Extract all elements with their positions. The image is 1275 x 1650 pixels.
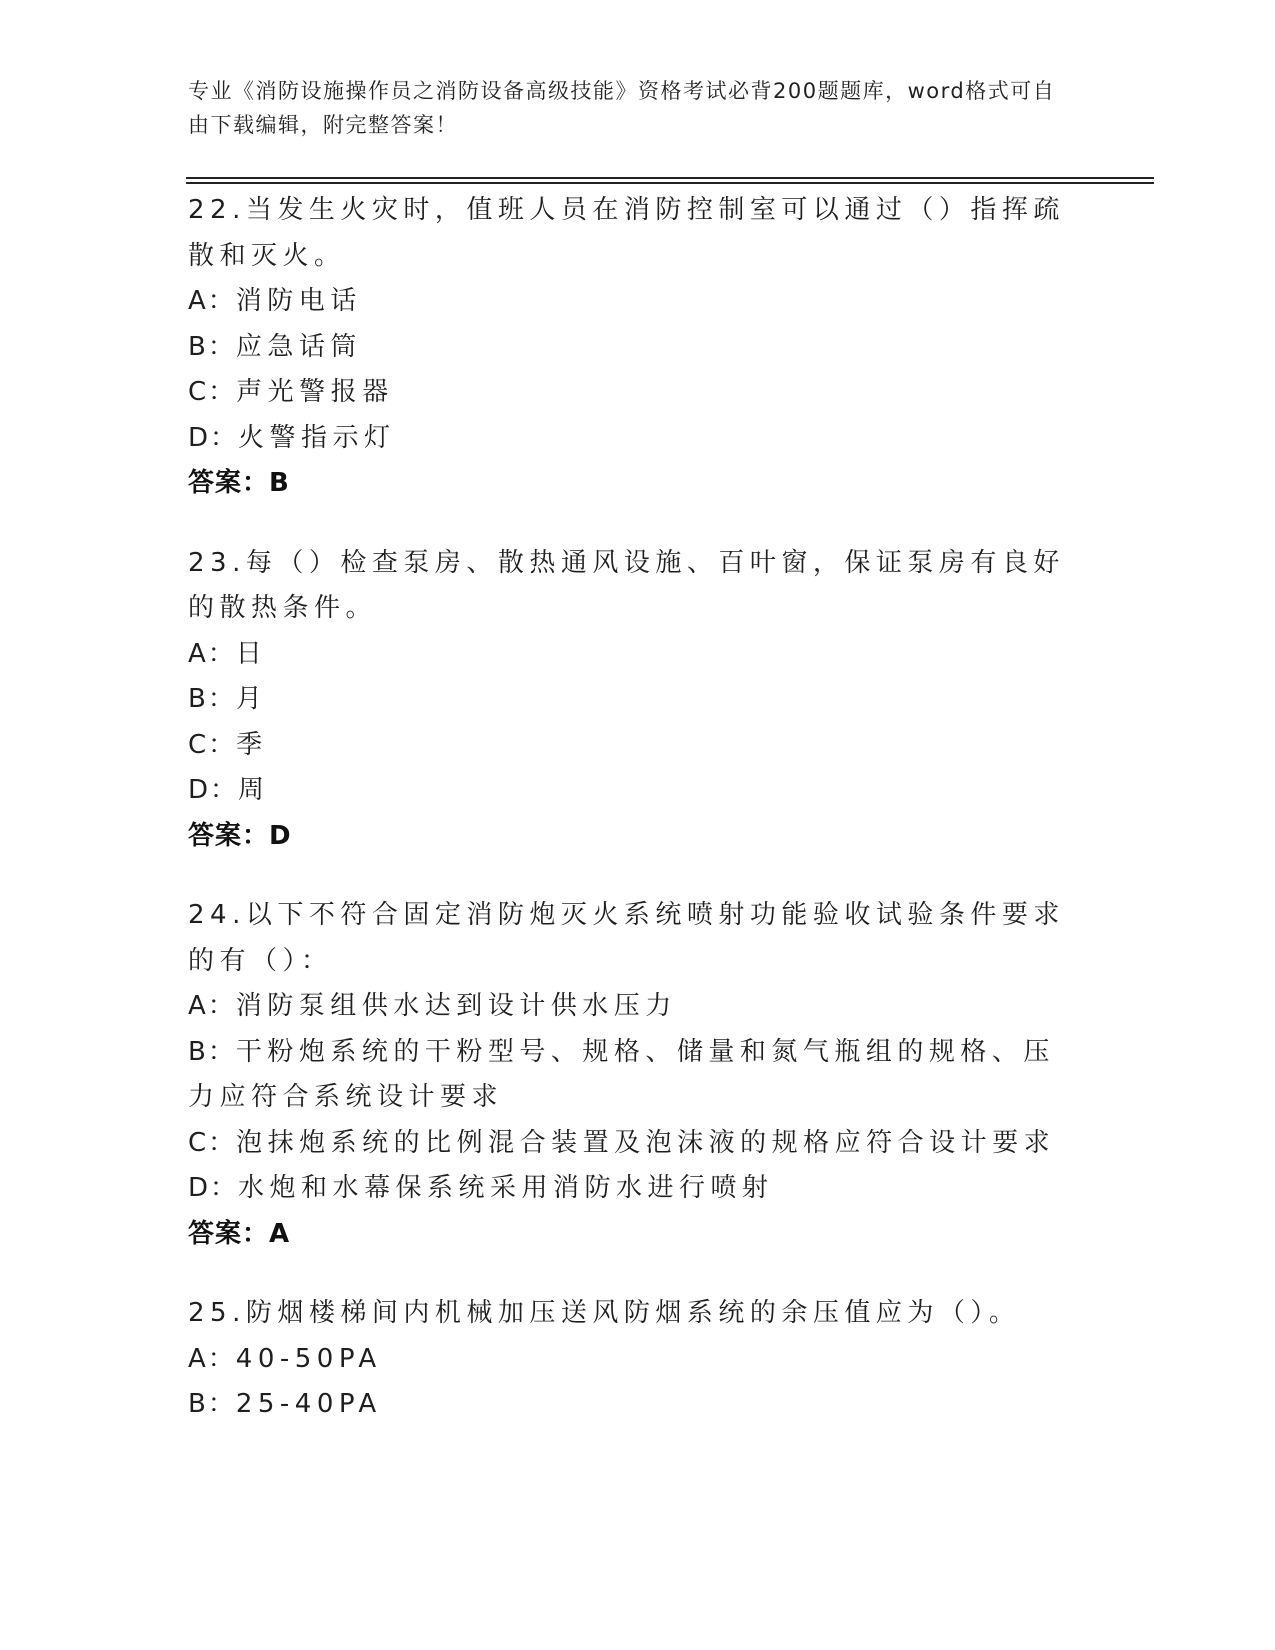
option-letter: D： <box>188 422 239 453</box>
header-rule-top <box>186 177 1154 179</box>
option-d <box>188 768 1078 814</box>
option-a <box>188 632 1078 678</box>
question-23 <box>188 541 1078 860</box>
option-letter: D： <box>188 775 239 805</box>
option-letter: C： <box>188 377 237 407</box>
option-letter: A： <box>188 286 236 316</box>
option-c <box>188 1121 1078 1167</box>
option-a <box>188 279 1078 325</box>
option-letter: C： <box>188 729 237 760</box>
option-letter: B： <box>188 1036 236 1067</box>
answer-line: 答案：D <box>188 820 292 851</box>
question-25 <box>188 1291 1078 1428</box>
question-22 <box>188 188 1078 507</box>
option-letter: B： <box>188 331 236 362</box>
option-letter: A： <box>188 638 236 669</box>
option-text: 水炮和水幕保系统采用消防水进行喷射 <box>238 1173 774 1203</box>
option-text: 40-50PA <box>235 1343 382 1374</box>
option-b <box>188 677 1078 723</box>
option-text: 25-40PA <box>235 1389 382 1419</box>
question-list <box>188 188 1078 1462</box>
option-text: 月 <box>235 684 268 714</box>
document-header: 专业《消防设施操作员之消防设备高级技能》资格考试必背200题题库，word格式可自由下载编辑，附完整答案！ <box>188 79 1056 137</box>
option-c <box>188 370 1078 416</box>
option-text: 应急话筒 <box>235 331 362 362</box>
option-text: 声光警报器 <box>236 377 394 407</box>
question-stem: 23.每（）检查泵房、散热通风设施、百叶窗，保证泵房有良好的散热条件。 <box>188 547 1065 623</box>
option-d <box>188 416 1078 462</box>
option-text: 日 <box>235 638 268 669</box>
option-b <box>188 1382 1078 1428</box>
option-letter: B： <box>188 1389 236 1419</box>
option-text: 周 <box>238 775 270 805</box>
option-text: 消防泵组供水达到设计供水压力 <box>235 991 677 1021</box>
option-letter: A： <box>188 991 236 1021</box>
option-b <box>188 325 1078 371</box>
option-a <box>188 984 1078 1030</box>
option-text: 泡抹炮系统的比例混合装置及泡沫液的规格应符合设计要求 <box>236 1127 1056 1158</box>
answer-line: 答案：A <box>188 1218 291 1249</box>
option-letter: B： <box>188 684 236 714</box>
option-d <box>188 1166 1078 1212</box>
option-letter: C： <box>188 1127 237 1158</box>
question-stem: 24.以下不符合固定消防炮灭火系统喷射功能验收试验条件要求的有（）： <box>188 900 1065 976</box>
answer-line: 答案：B <box>188 468 290 498</box>
option-text: 消防电话 <box>235 286 362 316</box>
question-stem: 25.防烟楼梯间内机械加压送风防烟系统的余压值应为（）。 <box>188 1298 1021 1328</box>
option-letter: A： <box>188 1343 236 1374</box>
option-text: 季 <box>236 729 268 760</box>
option-letter: D： <box>188 1173 239 1203</box>
question-24 <box>188 893 1078 1257</box>
header-rule-bottom <box>186 182 1154 184</box>
option-a <box>188 1337 1078 1383</box>
option-text: 火警指示灯 <box>238 422 396 453</box>
option-text: 干粉炮系统的干粉型号、规格、储量和氮气瓶组的规格、压力应符合系统设计要求 <box>188 1036 1055 1112</box>
question-stem: 22.当发生火灾时，值班人员在消防控制室可以通过（）指挥疏散和灭火。 <box>188 195 1065 271</box>
option-c <box>188 723 1078 769</box>
option-b <box>188 1030 1078 1121</box>
